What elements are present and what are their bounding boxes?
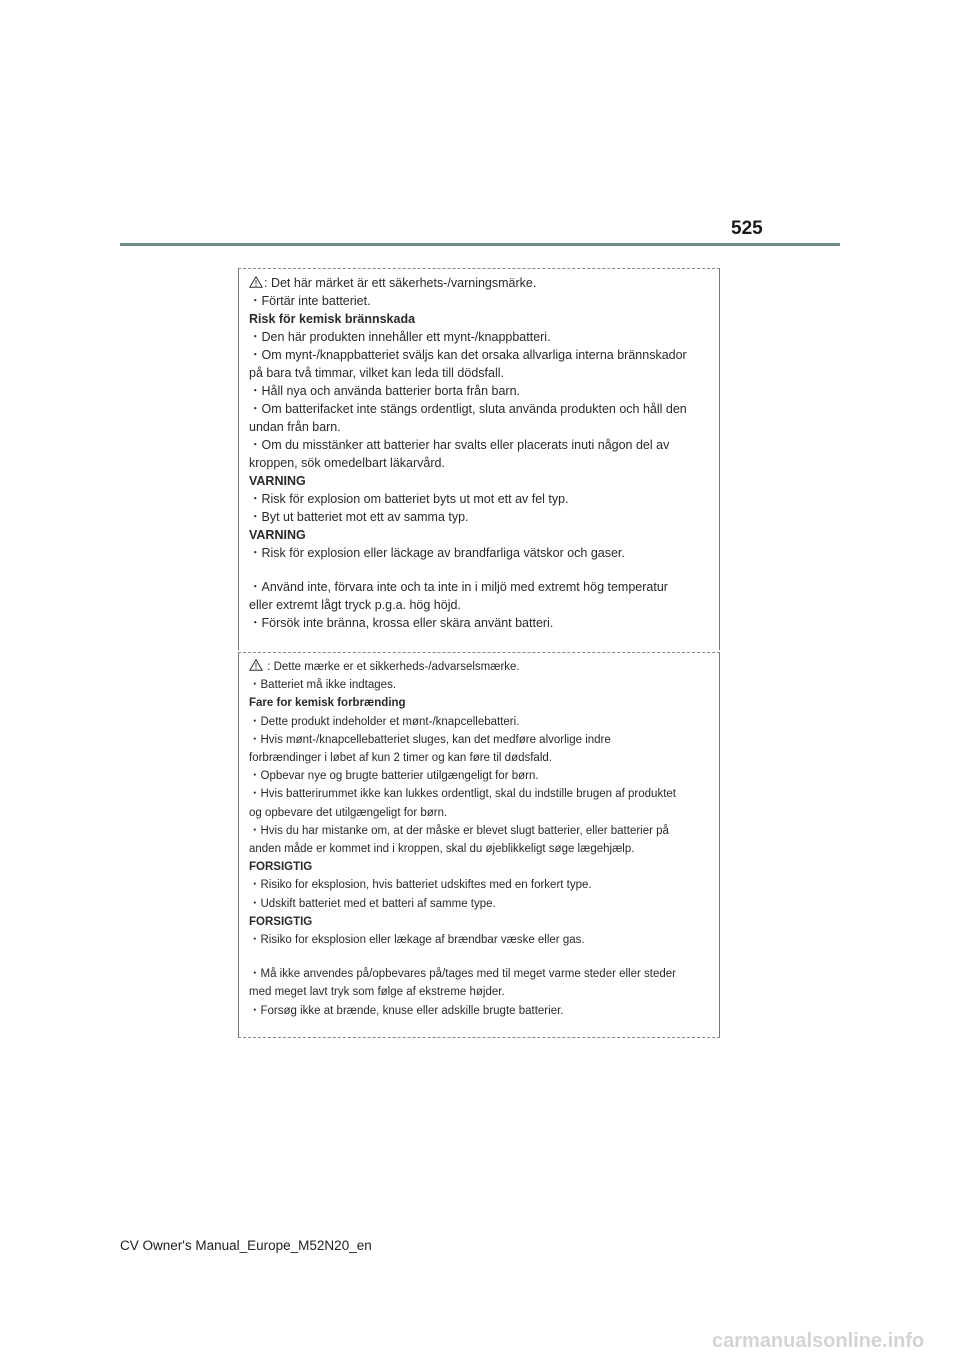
body-line: anden måde er kommet ind i kroppen, skal du øjeblikkeligt søge lægehjælp. bbox=[249, 843, 635, 856]
section-heading: FORSIGTIG bbox=[249, 861, 313, 874]
body-line: ・Risk för explosion om batteriet byts ut mot ett av fel typ. bbox=[249, 492, 569, 506]
watermark: carmanualsonline.info bbox=[712, 1330, 925, 1352]
section-heading: VARNING bbox=[249, 474, 306, 488]
body-line: ・Batteriet må ikke indtages. bbox=[249, 679, 397, 692]
body-line: på bara två timmar, vilket kan leda till dödsfall. bbox=[249, 366, 504, 380]
body-line: ・Udskift batteriet med et batteri af samme type. bbox=[249, 897, 496, 910]
swedish-lines bbox=[249, 292, 711, 562]
body-line: ・Håll nya och använda batterier borta från barn. bbox=[249, 384, 520, 398]
warning-symbol-text: : Det här märket är ett säkerhets-/varningsmärke. bbox=[264, 276, 537, 290]
body-line: med meget lavt tryk som følge af ekstreme højder. bbox=[249, 986, 505, 999]
footer-manual-name: CV Owner's Manual_Europe_M52N20_en bbox=[120, 1238, 372, 1253]
body-line: ・Opbevar nye og brugte batterier utilgængeligt for børn. bbox=[249, 770, 539, 783]
body-line: ・Försök inte bränna, krossa eller skära använt batteri. bbox=[249, 616, 554, 630]
header-rule bbox=[120, 243, 840, 246]
danish-warning-section bbox=[238, 652, 720, 1038]
body-line: forbrændinger i løbet af kun 2 timer og kan føre til dødsfald. bbox=[249, 752, 552, 765]
spacer bbox=[249, 949, 711, 965]
body-line: eller extremt lågt tryck p.g.a. hög höjd. bbox=[249, 598, 461, 612]
warning-symbol-text: : Dette mærke er et sikkerheds-/advarselsmærke. bbox=[264, 661, 520, 673]
body-line: ・Byt ut batteriet mot ett av samma typ. bbox=[249, 510, 469, 524]
section-heading: VARNING bbox=[249, 528, 306, 542]
swedish-warning-section bbox=[238, 268, 720, 650]
section-heading: Fare for kemisk forbrænding bbox=[249, 697, 406, 710]
body-line: ・Forsøg ikke at brænde, knuse eller adskille brugte batterier. bbox=[249, 1004, 564, 1017]
warning-symbol-line bbox=[249, 658, 711, 676]
body-line: ・Risiko for eksplosion, hvis batteriet udskiftes med en forkert type. bbox=[249, 879, 592, 892]
body-line: ・Om batterifacket inte stängs ordentligt, sluta använda produkten och håll den bbox=[249, 402, 687, 416]
warning-triangle-icon bbox=[249, 659, 263, 671]
body-line: og opbevare det utilgængeligt for børn. bbox=[249, 806, 448, 819]
danish-lines bbox=[249, 676, 711, 949]
body-line: ・Hvis du har mistanke om, at der måske er blevet slugt batterier, eller batterier på bbox=[249, 824, 669, 837]
page-number: 525 bbox=[731, 218, 763, 239]
section-heading: FORSIGTIG bbox=[249, 915, 313, 928]
section-heading: Risk för kemisk brännskada bbox=[249, 312, 416, 326]
body-line: undan från barn. bbox=[249, 420, 341, 434]
warning-symbol-line bbox=[249, 274, 711, 292]
body-line: ・Om du misstänker att batterier har svalts eller placerats inuti någon del av bbox=[249, 438, 670, 452]
body-line: ・Risiko for eksplosion eller lækage af brændbar væske eller gas. bbox=[249, 934, 585, 947]
swedish-lines-after bbox=[249, 578, 711, 632]
body-line: ・Dette produkt indeholder et mønt-/knapcellebatteri. bbox=[249, 715, 520, 728]
body-line: ・Hvis batterirummet ikke kan lukkes ordentligt, skal du indstille brugen af produktet bbox=[249, 788, 676, 801]
body-line: kroppen, sök omedelbart läkarvård. bbox=[249, 456, 445, 470]
danish-lines-after bbox=[249, 965, 711, 1020]
spacer bbox=[249, 562, 711, 578]
body-line: ・Risk för explosion eller läckage av brandfarliga vätskor och gaser. bbox=[249, 546, 625, 560]
warning-triangle-icon bbox=[249, 276, 263, 288]
body-line: ・Må ikke anvendes på/opbevares på/tages med til meget varme steder eller steder bbox=[249, 968, 676, 981]
body-line: ・Den här produkten innehåller ett mynt-/knappbatteri. bbox=[249, 330, 551, 344]
body-line: ・Använd inte, förvara inte och ta inte in i miljö med extremt hög temperatur bbox=[249, 580, 668, 594]
body-line: ・Om mynt-/knappbatteriet sväljs kan det orsaka allvarliga interna brännskador bbox=[249, 348, 687, 362]
body-line: ・Hvis mønt-/knapcellebatteriet sluges, kan det medføre alvorlige indre bbox=[249, 733, 611, 746]
body-line: ・Förtär inte batteriet. bbox=[249, 294, 371, 308]
